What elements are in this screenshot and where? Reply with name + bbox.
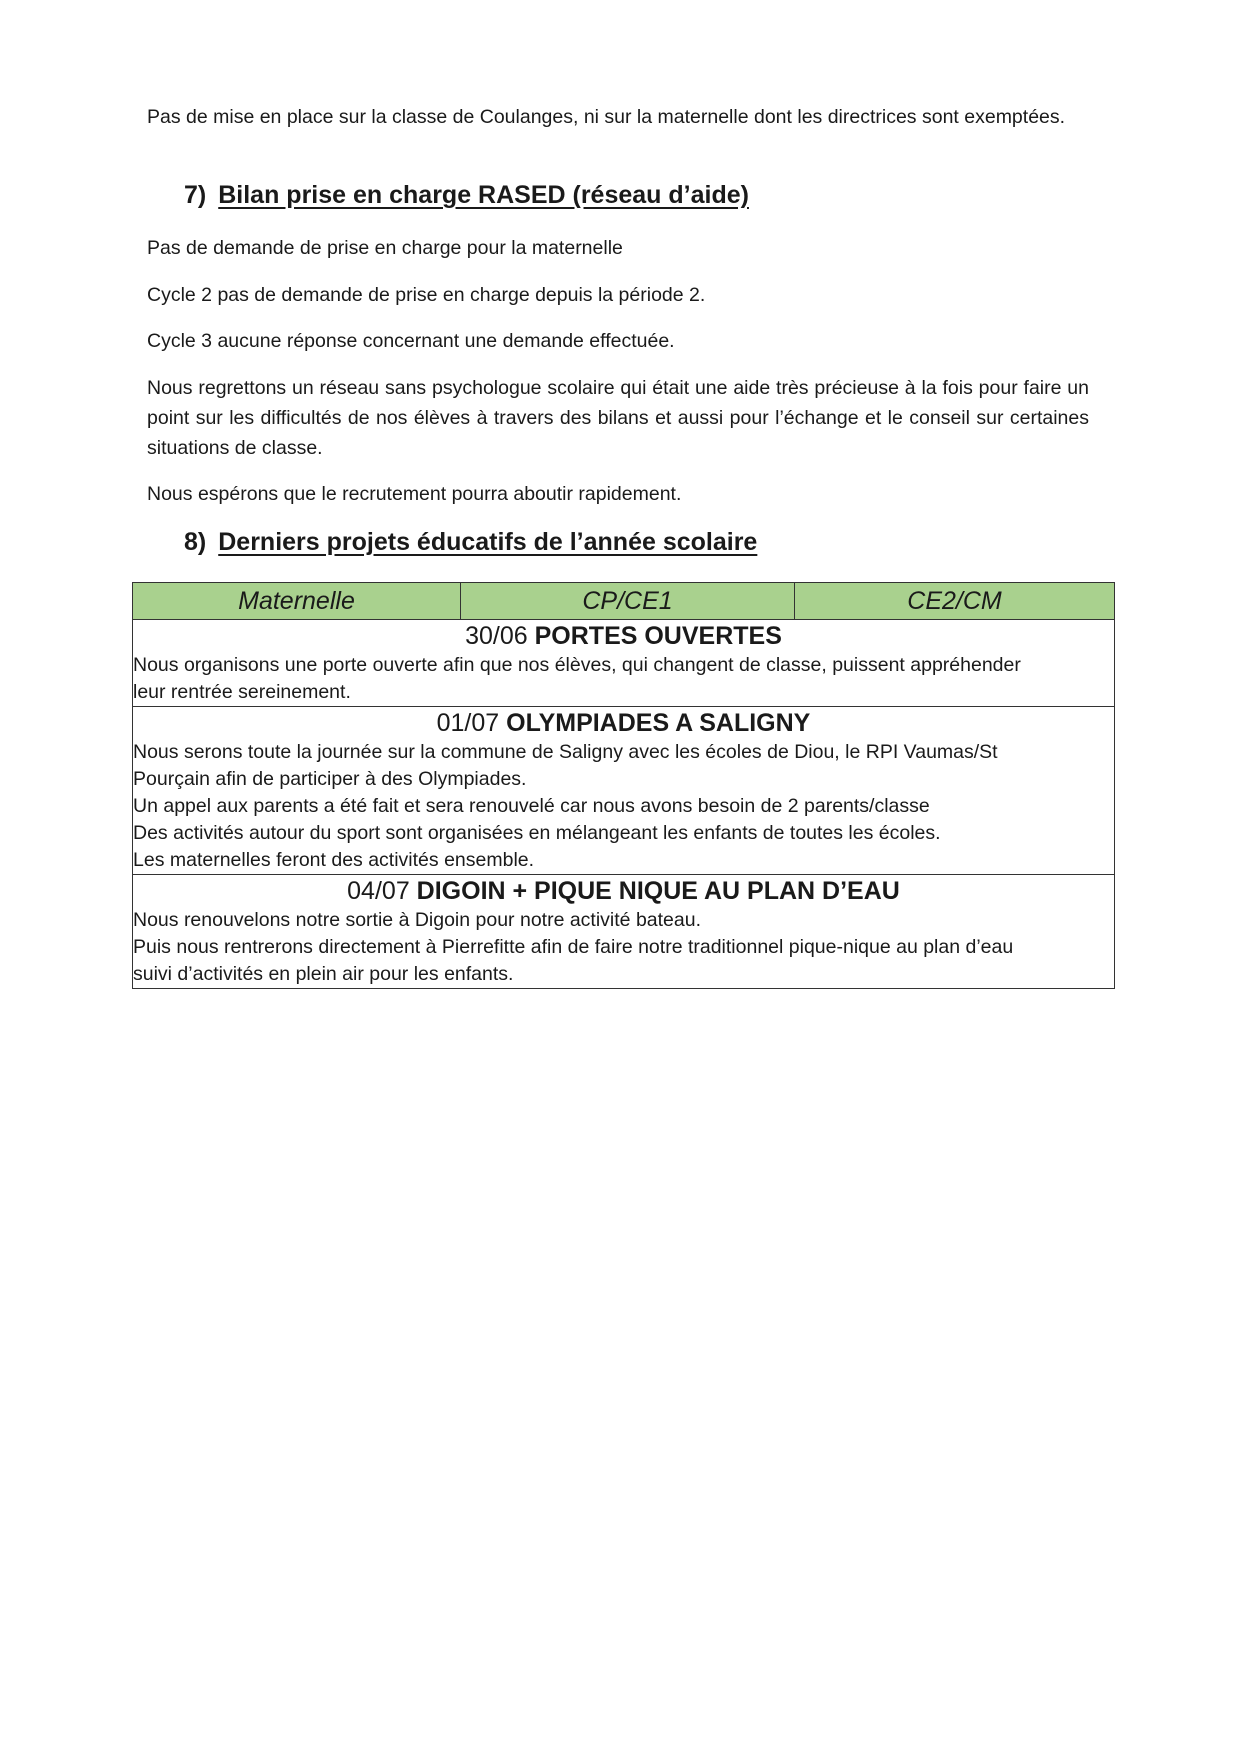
event-title bbox=[133, 707, 1114, 739]
event-description-line: Les maternelles feront des activités ensemble. bbox=[133, 849, 535, 871]
rased-paragraph-cycle3: Cycle 3 aucune réponse concernant une demande effectuée. bbox=[147, 330, 675, 352]
section-7-number: 7) bbox=[184, 181, 207, 209]
event-description-line: leur rentrée sereinement. bbox=[133, 681, 351, 703]
event-description-line: Nous organisons une porte ouverte afin que nos élèves, qui changent de classe, puissent appréhender bbox=[133, 654, 1021, 676]
event-name: PORTES OUVERTES bbox=[534, 622, 782, 650]
intro-paragraph: Pas de mise en place sur la classe de Coulanges, ni sur la maternelle dont les directrices sont exemptées. bbox=[147, 106, 1066, 128]
event-description-line: Un appel aux parents a été fait et sera renouvelé car nous avons besoin de 2 parents/classe bbox=[133, 795, 930, 817]
event-name: OLYMPIADES A SALIGNY bbox=[506, 709, 811, 737]
projects-table bbox=[132, 582, 1115, 989]
event-description-line: Pourçain afin de participer à des Olympiades. bbox=[133, 768, 527, 790]
column-header-ce2-cm: CE2/CM bbox=[795, 583, 1115, 620]
section-8-number: 8) bbox=[184, 528, 207, 556]
event-title bbox=[133, 875, 1114, 907]
event-description-line: Des activités autour du sport sont organisées en mélangeant les enfants de toutes les écoles. bbox=[133, 822, 941, 844]
rased-paragraph-cycle2: Cycle 2 pas de demande de prise en charge depuis la période 2. bbox=[147, 284, 706, 306]
table-row bbox=[133, 875, 1115, 989]
rased-paragraph-maternelle: Pas de demande de prise en charge pour la maternelle bbox=[147, 237, 623, 259]
event-description-line: suivi d’activités en plein air pour les enfants. bbox=[133, 963, 514, 985]
event-date: 30/06 bbox=[465, 622, 528, 650]
column-header-cp-ce1: CP/CE1 bbox=[461, 583, 795, 620]
event-title bbox=[133, 620, 1114, 652]
event-description-line: Nous serons toute la journée sur la commune de Saligny avec les écoles de Diou, le RPI Vaumas/St bbox=[133, 741, 998, 763]
rased-paragraph-psychologue: Nous regrettons un réseau sans psychologue scolaire qui était une aide très précieuse à la fois pour faire un point sur les difficultés de nos élèves à travers des bilans et aussi pour l’échange et le conseil sur certaines situations de classe. bbox=[147, 377, 1089, 459]
table-header-row bbox=[133, 583, 1115, 620]
event-olympiades bbox=[133, 707, 1115, 875]
section-8-title: Derniers projets éducatifs de l’année scolaire bbox=[218, 528, 758, 556]
table-row bbox=[133, 620, 1115, 707]
event-portes-ouvertes bbox=[133, 620, 1115, 707]
event-description-line: Puis nous rentrerons directement à Pierrefitte afin de faire notre traditionnel pique-nique au plan d’eau bbox=[133, 936, 1014, 958]
rased-paragraph-recrutement: Nous espérons que le recrutement pourra aboutir rapidement. bbox=[147, 483, 682, 505]
event-name: DIGOIN + PIQUE NIQUE AU PLAN D’EAU bbox=[416, 877, 900, 905]
event-date: 01/07 bbox=[436, 709, 500, 737]
event-description-line: Nous renouvelons notre sortie à Digoin pour notre activité bateau. bbox=[133, 909, 702, 931]
section-8-heading bbox=[184, 528, 757, 557]
event-digoin bbox=[133, 875, 1115, 989]
section-7-heading bbox=[184, 181, 749, 210]
section-7-title: Bilan prise en charge RASED (réseau d’aide) bbox=[218, 181, 749, 209]
column-header-maternelle: Maternelle bbox=[133, 583, 461, 620]
event-date: 04/07 bbox=[347, 877, 410, 905]
table-row bbox=[133, 707, 1115, 875]
